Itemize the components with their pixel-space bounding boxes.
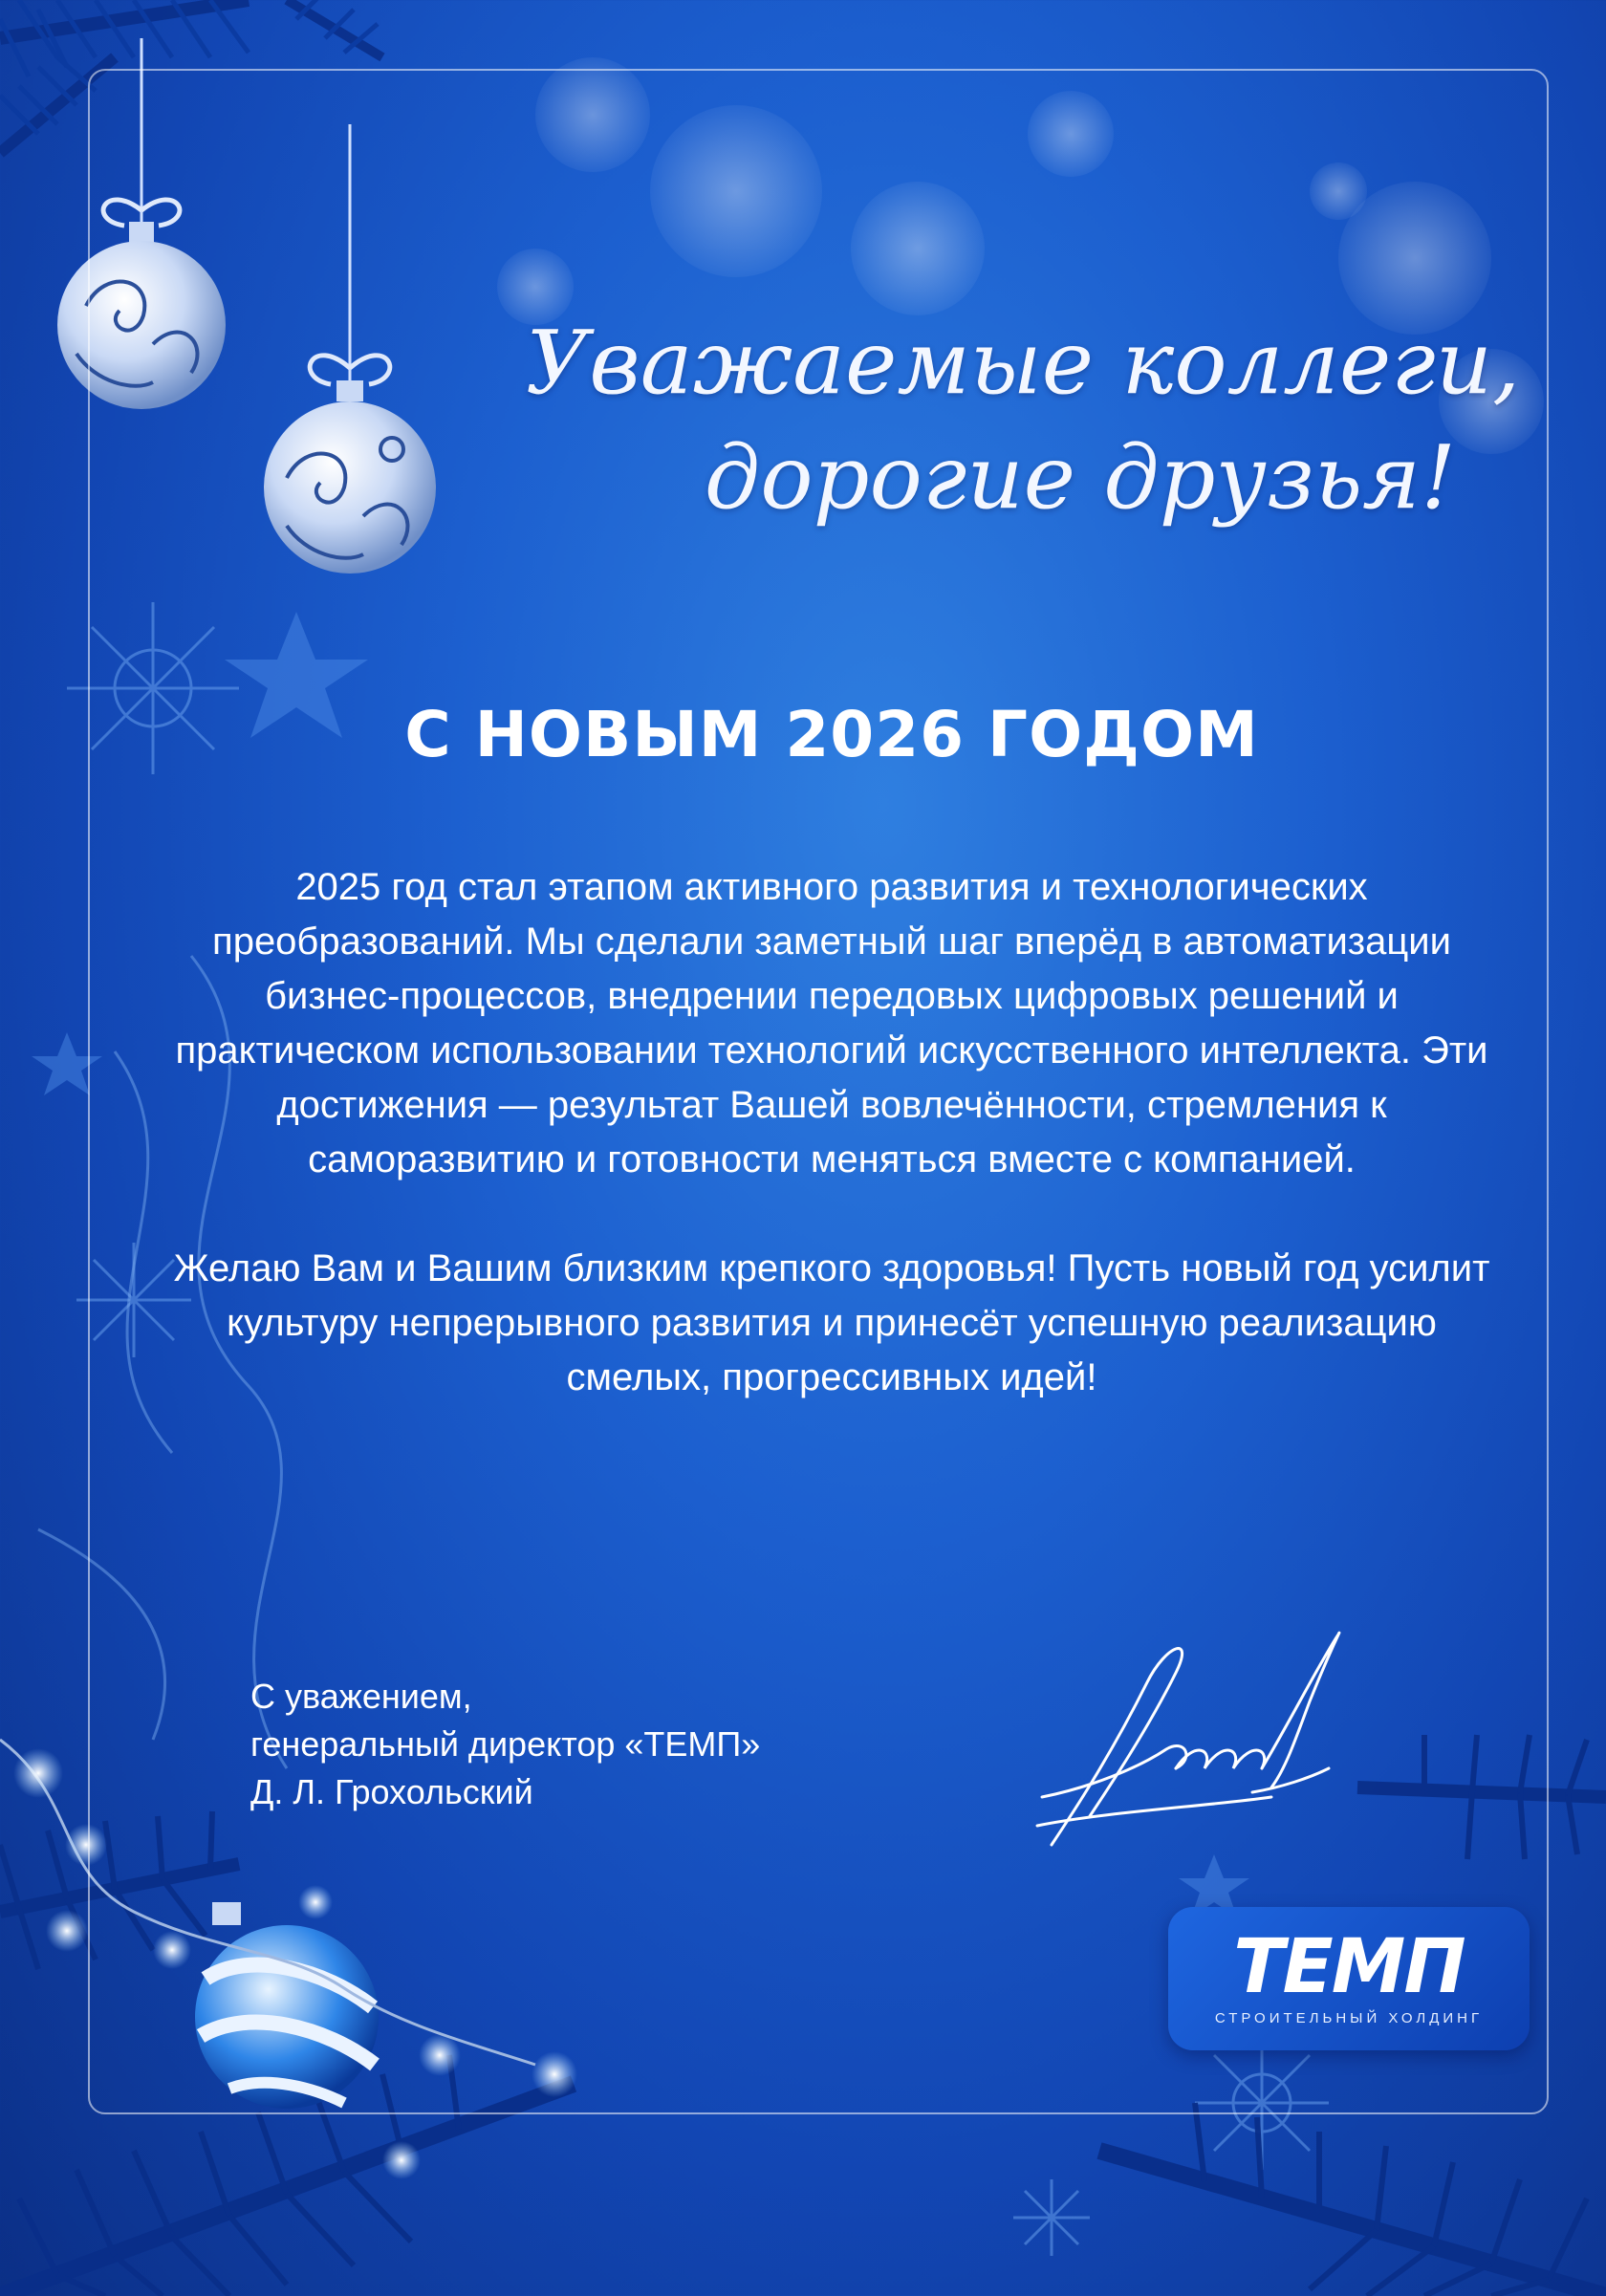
signer-name: Д. Л. Грохольский [250,1772,533,1811]
letter-paragraph-1: 2025 год стал этапом активного развития и технологических преобразований. Мы сделали заметный шаг вперёд в автоматизации бизнес-процессов, внедрении передовых цифровых решений и практическом использовании технологий искусственного интеллекта. Эти достижения — результат Вашей вовлечённости, стремления к саморазвитию и готовности меняться вместе с компанией. [175,866,1488,1180]
greeting-line-1: Уважаемые коллеги, [525,312,1521,414]
new-year-headline: С НОВЫМ 2026 ГОДОМ [404,698,1259,771]
greeting-heading [497,306,1549,535]
greeting-line-2: дорогие друзья! [704,426,1457,529]
closing-phrase: С уважением, [250,1677,472,1716]
letter-paragraph-2: Желаю Вам и Вашим близким крепкого здоровья! Пусть новый год усилит культуру непрерывного развития и принесёт успешную реализацию смелых, прогрессивных идей! [173,1247,1490,1398]
handwritten-signature [1032,1625,1348,1854]
temp-logo [1168,1907,1530,2050]
signature-block [250,1673,760,1816]
logo-tagline: СТРОИТЕЛЬНЫЙ ХОЛДИНГ [1214,2010,1484,2026]
logo-wordmark: ТЕМП [1233,1924,1465,2010]
signer-position: генеральный директор «ТЕМП» [250,1724,761,1764]
letter-body [153,860,1510,1405]
